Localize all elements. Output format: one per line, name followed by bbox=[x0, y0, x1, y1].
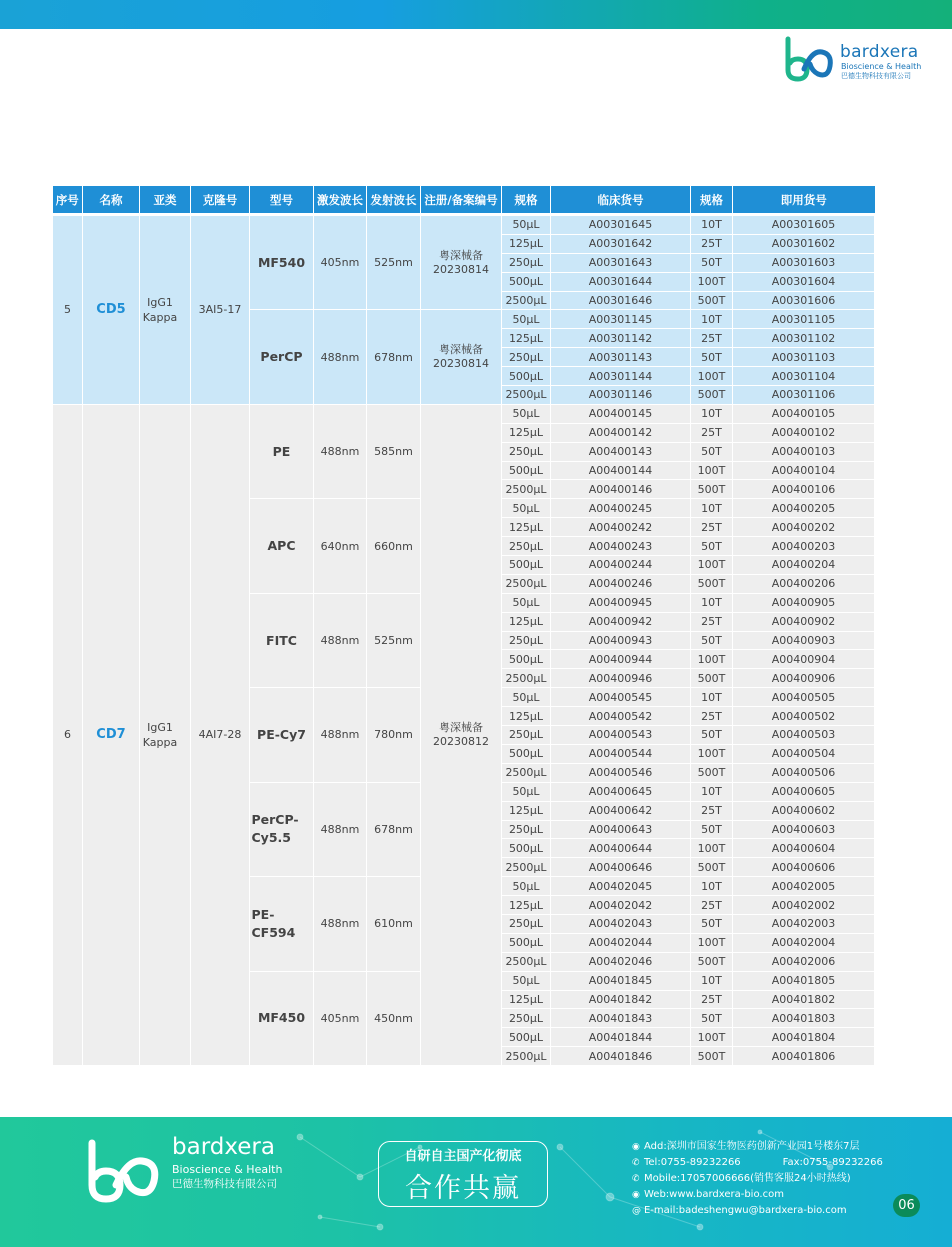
ready-no-cell: A00301602 bbox=[733, 234, 875, 253]
col-header-clinical-no: 临床货号 bbox=[551, 186, 691, 215]
brand-tagline-cn: 巴德生物科技有限公司 bbox=[841, 72, 911, 80]
clinical-no-cell: A00400543 bbox=[551, 726, 691, 745]
spec2-cell: 50T bbox=[691, 253, 733, 272]
antibody-name: CD5 bbox=[83, 215, 140, 405]
excitation-cell: 405nm bbox=[314, 215, 367, 310]
col-header-registration: 注册/备案编号 bbox=[421, 186, 502, 215]
spec-cell: 50µL bbox=[502, 971, 551, 990]
ready-no-cell: A00400503 bbox=[733, 726, 875, 745]
ready-no-cell: A00400902 bbox=[733, 612, 875, 631]
clinical-no-cell: A00301645 bbox=[551, 215, 691, 235]
ready-no-cell: A00401805 bbox=[733, 971, 875, 990]
footer-logo-icon bbox=[84, 1139, 164, 1203]
clinical-no-cell: A00400646 bbox=[551, 858, 691, 877]
top-color-bar bbox=[0, 0, 952, 29]
spec2-cell: 25T bbox=[691, 234, 733, 253]
ready-no-cell: A00301604 bbox=[733, 272, 875, 291]
emission-cell: 678nm bbox=[367, 310, 421, 404]
spec-cell: 500µL bbox=[502, 461, 551, 480]
spec2-cell: 50T bbox=[691, 726, 733, 745]
contact-tel: ✆ Tel:0755-89232266 Fax:0755-89232266 bbox=[632, 1155, 883, 1171]
type-cell: PerCP bbox=[250, 310, 314, 404]
clinical-no-cell: A00401842 bbox=[551, 990, 691, 1009]
spec2-cell: 10T bbox=[691, 310, 733, 329]
spec-cell: 2500µL bbox=[502, 291, 551, 310]
spec2-cell: 500T bbox=[691, 952, 733, 971]
location-icon: ◉ bbox=[632, 1142, 640, 1152]
spec-cell: 500µL bbox=[502, 272, 551, 291]
clinical-no-cell: A00401843 bbox=[551, 1009, 691, 1028]
spec-cell: 50µL bbox=[502, 404, 551, 423]
spec-cell: 50µL bbox=[502, 310, 551, 329]
spec-cell: 250µL bbox=[502, 348, 551, 367]
spec-cell: 500µL bbox=[502, 933, 551, 952]
type-cell: MF540 bbox=[250, 215, 314, 310]
emission-cell: 525nm bbox=[367, 215, 421, 310]
excitation-cell: 488nm bbox=[314, 310, 367, 404]
table-row bbox=[53, 215, 875, 235]
spec2-cell: 500T bbox=[691, 858, 733, 877]
spec2-cell: 100T bbox=[691, 933, 733, 952]
type-cell: FITC bbox=[250, 593, 314, 687]
spec2-cell: 10T bbox=[691, 404, 733, 423]
excitation-cell: 488nm bbox=[314, 782, 367, 876]
spec2-cell: 500T bbox=[691, 669, 733, 688]
spec2-cell: 10T bbox=[691, 971, 733, 990]
spec2-cell: 500T bbox=[691, 763, 733, 782]
clinical-no-cell: A00400644 bbox=[551, 839, 691, 858]
spec-cell: 125µL bbox=[502, 612, 551, 631]
brand-logo bbox=[782, 36, 922, 82]
clinical-no-cell: A00400542 bbox=[551, 707, 691, 726]
ready-no-cell: A00400604 bbox=[733, 839, 875, 858]
clinical-no-cell: A00402045 bbox=[551, 877, 691, 896]
spec-cell: 125µL bbox=[502, 801, 551, 820]
spec-cell: 2500µL bbox=[502, 574, 551, 593]
subclass-cell: IgG1 Kappa bbox=[140, 215, 191, 405]
spec2-cell: 50T bbox=[691, 820, 733, 839]
ready-no-cell: A00402006 bbox=[733, 952, 875, 971]
clinical-no-cell: A00400146 bbox=[551, 480, 691, 499]
ready-no-cell: A00400904 bbox=[733, 650, 875, 669]
clinical-no-cell: A00400245 bbox=[551, 499, 691, 518]
col-header-seq: 序号 bbox=[53, 186, 83, 215]
contact-mobile: ✆ Mobile:17057006666(销售客服24小时热线) bbox=[632, 1171, 883, 1187]
clinical-no-cell: A00400244 bbox=[551, 556, 691, 575]
footer-tagline-cn: 巴德生物科技有限公司 bbox=[172, 1178, 277, 1190]
spec2-cell: 25T bbox=[691, 801, 733, 820]
clinical-no-cell: A00402044 bbox=[551, 933, 691, 952]
registration-cell: 粤深械备 20230814 bbox=[421, 310, 502, 404]
clinical-no-cell: A00400944 bbox=[551, 650, 691, 669]
ready-no-cell: A00400903 bbox=[733, 631, 875, 650]
ready-no-cell: A00400603 bbox=[733, 820, 875, 839]
clinical-no-cell: A00400145 bbox=[551, 404, 691, 423]
spec2-cell: 500T bbox=[691, 574, 733, 593]
ready-no-cell: A00301104 bbox=[733, 367, 875, 386]
spec-cell: 2500µL bbox=[502, 386, 551, 405]
ready-no-cell: A00400204 bbox=[733, 556, 875, 575]
spec2-cell: 100T bbox=[691, 367, 733, 386]
contact-web[interactable]: ◉ Web:www.bardxera-bio.com bbox=[632, 1187, 883, 1203]
spec2-cell: 100T bbox=[691, 650, 733, 669]
excitation-cell: 405nm bbox=[314, 971, 367, 1065]
phone-icon: ✆ bbox=[632, 1158, 640, 1168]
spec2-cell: 10T bbox=[691, 215, 733, 235]
ready-no-cell: A00402004 bbox=[733, 933, 875, 952]
ready-no-cell: A00400106 bbox=[733, 480, 875, 499]
spec2-cell: 25T bbox=[691, 990, 733, 1009]
clinical-no-cell: A00400642 bbox=[551, 801, 691, 820]
spec2-cell: 100T bbox=[691, 461, 733, 480]
clinical-no-cell: A00400946 bbox=[551, 669, 691, 688]
ready-no-cell: A00301603 bbox=[733, 253, 875, 272]
page-number: 06 bbox=[893, 1194, 920, 1217]
seq-cell: 6 bbox=[53, 404, 83, 1065]
registration-cell: 粤深械备 20230812 bbox=[421, 404, 502, 1065]
spec2-cell: 10T bbox=[691, 593, 733, 612]
table-header-row bbox=[53, 186, 875, 215]
ready-no-cell: A00400506 bbox=[733, 763, 875, 782]
ready-no-cell: A00401804 bbox=[733, 1028, 875, 1047]
mobile-icon: ✆ bbox=[632, 1174, 640, 1184]
spec-cell: 125µL bbox=[502, 423, 551, 442]
spec2-cell: 100T bbox=[691, 556, 733, 575]
ready-no-cell: A00301605 bbox=[733, 215, 875, 235]
ready-no-cell: A00400502 bbox=[733, 707, 875, 726]
emission-cell: 450nm bbox=[367, 971, 421, 1065]
emission-cell: 660nm bbox=[367, 499, 421, 593]
clinical-no-cell: A00301642 bbox=[551, 234, 691, 253]
spec2-cell: 25T bbox=[691, 896, 733, 915]
ready-no-cell: A00400602 bbox=[733, 801, 875, 820]
spec-cell: 2500µL bbox=[502, 858, 551, 877]
ready-no-cell: A00400103 bbox=[733, 442, 875, 461]
col-header-subclass: 亚类 bbox=[140, 186, 191, 215]
clinical-no-cell: A00400942 bbox=[551, 612, 691, 631]
spec-cell: 500µL bbox=[502, 744, 551, 763]
clone-cell: 4AI7-28 bbox=[191, 404, 250, 1065]
ready-no-cell: A00402003 bbox=[733, 914, 875, 933]
type-cell: PerCP-Cy5.5 bbox=[250, 782, 314, 876]
clinical-no-cell: A00402043 bbox=[551, 914, 691, 933]
clinical-no-cell: A00301643 bbox=[551, 253, 691, 272]
clinical-no-cell: A00400143 bbox=[551, 442, 691, 461]
clinical-no-cell: A00401844 bbox=[551, 1028, 691, 1047]
emission-cell: 525nm bbox=[367, 593, 421, 687]
antibody-name: CD7 bbox=[83, 404, 140, 1065]
slogan-top: 自研自主国产化彻底 bbox=[404, 1149, 522, 1164]
ready-no-cell: A00301102 bbox=[733, 329, 875, 348]
ready-no-cell: A00400102 bbox=[733, 423, 875, 442]
spec2-cell: 25T bbox=[691, 518, 733, 537]
spec2-cell: 500T bbox=[691, 386, 733, 405]
col-header-spec2: 规格 bbox=[691, 186, 733, 215]
clinical-no-cell: A00301644 bbox=[551, 272, 691, 291]
spec2-cell: 50T bbox=[691, 442, 733, 461]
contact-info bbox=[632, 1139, 883, 1219]
ready-no-cell: A00401802 bbox=[733, 990, 875, 1009]
spec-cell: 125µL bbox=[502, 518, 551, 537]
spec-cell: 500µL bbox=[502, 650, 551, 669]
clinical-no-cell: A00301145 bbox=[551, 310, 691, 329]
ready-no-cell: A00301105 bbox=[733, 310, 875, 329]
brand-tagline-en: Bioscience & Health bbox=[841, 62, 922, 71]
clinical-no-cell: A00400242 bbox=[551, 518, 691, 537]
spec-cell: 500µL bbox=[502, 556, 551, 575]
type-cell: PE-CF594 bbox=[250, 877, 314, 971]
ready-no-cell: A00401806 bbox=[733, 1047, 875, 1066]
footer-brand-name: bardxera bbox=[172, 1134, 275, 1160]
clinical-no-cell: A00402042 bbox=[551, 896, 691, 915]
contact-fax: Fax:0755-89232266 bbox=[782, 1157, 883, 1168]
clinical-no-cell: A00301144 bbox=[551, 367, 691, 386]
spec-cell: 50µL bbox=[502, 215, 551, 235]
slogan-main: 合作共赢 bbox=[405, 1173, 521, 1204]
globe-icon: ◉ bbox=[632, 1190, 640, 1200]
spec-cell: 500µL bbox=[502, 367, 551, 386]
clinical-no-cell: A00400246 bbox=[551, 574, 691, 593]
excitation-cell: 488nm bbox=[314, 404, 367, 498]
clinical-no-cell: A00400546 bbox=[551, 763, 691, 782]
spec2-cell: 10T bbox=[691, 877, 733, 896]
type-cell: APC bbox=[250, 499, 314, 593]
spec-cell: 50µL bbox=[502, 499, 551, 518]
spec2-cell: 10T bbox=[691, 499, 733, 518]
type-cell: MF450 bbox=[250, 971, 314, 1065]
spec2-cell: 500T bbox=[691, 480, 733, 499]
ready-no-cell: A00400605 bbox=[733, 782, 875, 801]
emission-cell: 780nm bbox=[367, 688, 421, 782]
ready-no-cell: A00400205 bbox=[733, 499, 875, 518]
contact-email[interactable]: @ E-mail:badeshengwu@bardxera-bio.com bbox=[632, 1203, 883, 1219]
ready-no-cell: A00400906 bbox=[733, 669, 875, 688]
ready-no-cell: A00301103 bbox=[733, 348, 875, 367]
col-header-clone: 克隆号 bbox=[191, 186, 250, 215]
excitation-cell: 488nm bbox=[314, 593, 367, 687]
ready-no-cell: A00400606 bbox=[733, 858, 875, 877]
emission-cell: 610nm bbox=[367, 877, 421, 971]
clinical-no-cell: A00301646 bbox=[551, 291, 691, 310]
spec2-cell: 50T bbox=[691, 348, 733, 367]
bardxera-logo-icon bbox=[782, 36, 836, 82]
ready-no-cell: A00400105 bbox=[733, 404, 875, 423]
ready-no-cell: A00301106 bbox=[733, 386, 875, 405]
excitation-cell: 640nm bbox=[314, 499, 367, 593]
spec2-cell: 10T bbox=[691, 782, 733, 801]
ready-no-cell: A00400203 bbox=[733, 537, 875, 556]
spec-cell: 2500µL bbox=[502, 1047, 551, 1066]
ready-no-cell: A00400905 bbox=[733, 593, 875, 612]
spec-cell: 50µL bbox=[502, 782, 551, 801]
excitation-cell: 488nm bbox=[314, 688, 367, 782]
spec-cell: 250µL bbox=[502, 820, 551, 839]
spec-cell: 125µL bbox=[502, 329, 551, 348]
registration-cell: 粤深械备 20230814 bbox=[421, 215, 502, 310]
email-icon: @ bbox=[632, 1206, 641, 1216]
ready-no-cell: A00400505 bbox=[733, 688, 875, 707]
spec2-cell: 25T bbox=[691, 423, 733, 442]
clinical-no-cell: A00400142 bbox=[551, 423, 691, 442]
spec2-cell: 50T bbox=[691, 914, 733, 933]
spec2-cell: 25T bbox=[691, 329, 733, 348]
clinical-no-cell: A00400144 bbox=[551, 461, 691, 480]
group-cd5 bbox=[53, 215, 875, 405]
spec2-cell: 50T bbox=[691, 631, 733, 650]
clinical-no-cell: A00402046 bbox=[551, 952, 691, 971]
slogan-box bbox=[378, 1141, 548, 1207]
ready-no-cell: A00400504 bbox=[733, 744, 875, 763]
emission-cell: 678nm bbox=[367, 782, 421, 876]
ready-no-cell: A00301606 bbox=[733, 291, 875, 310]
col-header-name: 名称 bbox=[83, 186, 140, 215]
ready-no-cell: A00402002 bbox=[733, 896, 875, 915]
col-header-ready-no: 即用货号 bbox=[733, 186, 875, 215]
spec2-cell: 25T bbox=[691, 612, 733, 631]
spec2-cell: 100T bbox=[691, 744, 733, 763]
footer bbox=[0, 1117, 952, 1247]
clinical-no-cell: A00400945 bbox=[551, 593, 691, 612]
spec2-cell: 500T bbox=[691, 1047, 733, 1066]
clinical-no-cell: A00400643 bbox=[551, 820, 691, 839]
excitation-cell: 488nm bbox=[314, 877, 367, 971]
group-cd7 bbox=[53, 404, 875, 1065]
clinical-no-cell: A00301143 bbox=[551, 348, 691, 367]
col-header-emission: 发射波长 bbox=[367, 186, 421, 215]
spec2-cell: 25T bbox=[691, 707, 733, 726]
spec-cell: 125µL bbox=[502, 234, 551, 253]
ready-no-cell: A00400206 bbox=[733, 574, 875, 593]
spec2-cell: 100T bbox=[691, 272, 733, 291]
spec-cell: 2500µL bbox=[502, 480, 551, 499]
spec-cell: 2500µL bbox=[502, 669, 551, 688]
clinical-no-cell: A00401846 bbox=[551, 1047, 691, 1066]
spec-cell: 500µL bbox=[502, 839, 551, 858]
spec2-cell: 50T bbox=[691, 1009, 733, 1028]
spec-cell: 50µL bbox=[502, 593, 551, 612]
table-row bbox=[53, 404, 875, 423]
col-header-excitation: 激发波长 bbox=[314, 186, 367, 215]
spec2-cell: 500T bbox=[691, 291, 733, 310]
clone-cell: 3AI5-17 bbox=[191, 215, 250, 405]
ready-no-cell: A00400104 bbox=[733, 461, 875, 480]
ready-no-cell: A00402005 bbox=[733, 877, 875, 896]
product-table bbox=[52, 186, 875, 1066]
spec-cell: 250µL bbox=[502, 253, 551, 272]
col-header-type: 型号 bbox=[250, 186, 314, 215]
contact-address: ◉ Add:深圳市国家生物医药创新产业园1号楼东7层 bbox=[632, 1139, 883, 1155]
spec-cell: 250µL bbox=[502, 726, 551, 745]
spec-cell: 2500µL bbox=[502, 952, 551, 971]
brand-name: bardxera bbox=[840, 42, 919, 62]
spec-cell: 250µL bbox=[502, 631, 551, 650]
type-cell: PE bbox=[250, 404, 314, 498]
spec-cell: 50µL bbox=[502, 688, 551, 707]
clinical-no-cell: A00301142 bbox=[551, 329, 691, 348]
spec2-cell: 100T bbox=[691, 1028, 733, 1047]
spec-cell: 50µL bbox=[502, 877, 551, 896]
spec-cell: 125µL bbox=[502, 990, 551, 1009]
spec2-cell: 100T bbox=[691, 839, 733, 858]
clinical-no-cell: A00301146 bbox=[551, 386, 691, 405]
clinical-no-cell: A00400943 bbox=[551, 631, 691, 650]
spec-cell: 2500µL bbox=[502, 763, 551, 782]
spec-cell: 250µL bbox=[502, 914, 551, 933]
subclass-cell: IgG1 Kappa bbox=[140, 404, 191, 1065]
emission-cell: 585nm bbox=[367, 404, 421, 498]
type-cell: PE-Cy7 bbox=[250, 688, 314, 782]
spec2-cell: 50T bbox=[691, 537, 733, 556]
clinical-no-cell: A00400544 bbox=[551, 744, 691, 763]
spec2-cell: 10T bbox=[691, 688, 733, 707]
spec-cell: 250µL bbox=[502, 537, 551, 556]
ready-no-cell: A00400202 bbox=[733, 518, 875, 537]
spec-cell: 125µL bbox=[502, 707, 551, 726]
spec-cell: 250µL bbox=[502, 442, 551, 461]
spec-cell: 125µL bbox=[502, 896, 551, 915]
clinical-no-cell: A00400243 bbox=[551, 537, 691, 556]
clinical-no-cell: A00400545 bbox=[551, 688, 691, 707]
clinical-no-cell: A00401845 bbox=[551, 971, 691, 990]
spec-cell: 500µL bbox=[502, 1028, 551, 1047]
clinical-no-cell: A00400645 bbox=[551, 782, 691, 801]
footer-tagline-en: Bioscience & Health bbox=[172, 1163, 283, 1176]
seq-cell: 5 bbox=[53, 215, 83, 405]
ready-no-cell: A00401803 bbox=[733, 1009, 875, 1028]
col-header-spec: 规格 bbox=[502, 186, 551, 215]
spec-cell: 250µL bbox=[502, 1009, 551, 1028]
